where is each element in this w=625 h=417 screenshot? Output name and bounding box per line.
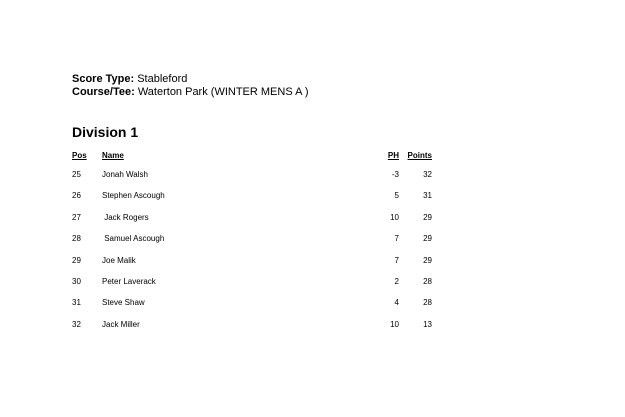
row-pos: 30: [72, 276, 81, 286]
row-ph: 10: [390, 212, 399, 222]
row-name: Steve Shaw: [102, 298, 145, 308]
table-row: [72, 277, 432, 298]
row-name: Joe Malik: [102, 255, 136, 265]
row-name: Jonah Walsh: [102, 170, 148, 179]
table-row: [72, 256, 432, 277]
competition-info: [72, 73, 309, 99]
row-pos: 32: [72, 319, 81, 329]
row-points: 29: [423, 255, 432, 265]
row-ph: 4: [394, 298, 399, 308]
row-points: 28: [423, 298, 432, 308]
row-points: 29: [423, 234, 432, 244]
table-header: [72, 151, 432, 170]
score-type-row: [72, 73, 309, 86]
row-points: 13: [423, 319, 432, 329]
table-row: [72, 298, 432, 319]
header-pos: Pos: [72, 151, 87, 160]
row-name: Jack Miller: [102, 319, 140, 329]
row-points: 28: [423, 276, 432, 286]
table-body: [72, 170, 432, 341]
row-pos: 31: [72, 298, 81, 308]
score-type-label: Score Type:: [72, 73, 135, 85]
row-name: Stephen Ascough: [102, 191, 165, 201]
header-name: Name: [102, 151, 124, 160]
table-row: [72, 234, 432, 255]
table-row: [72, 320, 432, 341]
row-ph: 7: [394, 255, 399, 265]
row-ph: 7: [394, 234, 399, 244]
division-title: Division 1: [72, 124, 139, 140]
row-ph: 2: [394, 276, 399, 286]
row-pos: 26: [72, 191, 81, 201]
header-ph: PH: [387, 151, 399, 160]
row-name: Samuel Ascough: [102, 234, 165, 244]
results-table: [72, 151, 432, 341]
course-tee-label: Course/Tee:: [72, 86, 135, 98]
row-points: 32: [423, 170, 432, 179]
row-pos: 27: [72, 212, 81, 222]
row-ph: -3: [391, 170, 399, 179]
table-row: [72, 213, 432, 234]
row-name: Jack Rogers: [102, 212, 149, 222]
row-points: 29: [423, 212, 432, 222]
score-type-value: Stableford: [137, 73, 188, 85]
header-points: Points: [407, 151, 432, 160]
row-ph: 10: [390, 319, 399, 329]
row-pos: 28: [72, 234, 81, 244]
course-tee-row: [72, 86, 309, 99]
row-pos: 25: [72, 170, 81, 179]
course-tee-value: Waterton Park (WINTER MENS A ): [137, 86, 309, 98]
row-points: 31: [423, 191, 432, 201]
table-row: [72, 191, 432, 212]
row-ph: 5: [394, 191, 399, 201]
table-row: [72, 170, 432, 191]
row-name: Peter Laverack: [102, 276, 156, 286]
row-pos: 29: [72, 255, 81, 265]
